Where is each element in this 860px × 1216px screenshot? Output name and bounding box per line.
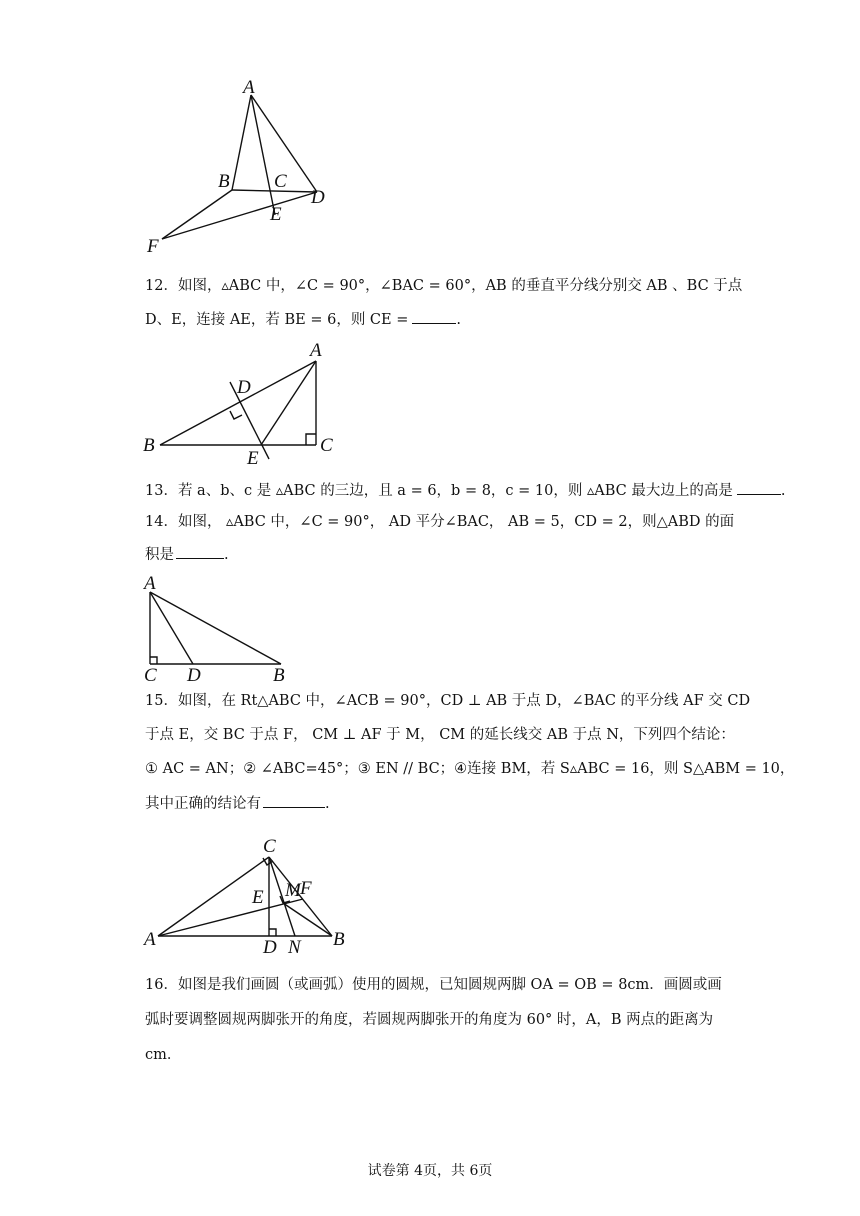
label-D: D <box>263 937 277 954</box>
label-C: C <box>274 171 287 192</box>
question-16 <box>145 975 722 1065</box>
label-B: B <box>273 665 285 684</box>
q16-line1: 16．如图是我们画圆（或画弧）使用的圆规，已知圆规两脚 OA = OB = 8cm．画圆或画 <box>145 977 722 993</box>
q16-line2: 弧时要调整圆规两脚张开的角度，若圆规两脚张开的角度为 60° 时，A，B 两点的距离为 <box>145 1012 714 1028</box>
label-A: A <box>144 929 156 950</box>
label-F: F <box>300 878 312 899</box>
label-E: E <box>247 448 259 469</box>
q15-line4: 其中正确的结论有 <box>145 796 261 812</box>
question-13: 13．若 a、b、c 是 ▵ABC 的三边，且 a = 6，b = 8，c = 10，则 ▵ABC 最大边上的高是 . <box>145 480 715 501</box>
figure-q14 <box>140 572 300 684</box>
label-N: N <box>288 937 301 954</box>
q13-line1: 13．若 a、b、c 是 ▵ABC 的三边，且 a = 6，b = 8，c = 10，则 ▵ABC 最大边上的高是 <box>145 483 733 499</box>
figure-q15 <box>140 832 360 954</box>
label-A: A <box>243 77 255 98</box>
label-D: D <box>311 187 325 208</box>
label-C: C <box>144 665 157 684</box>
answer-blank-14[interactable] <box>176 544 224 559</box>
q14-line2: 积是 <box>145 547 174 563</box>
label-D: D <box>237 377 251 398</box>
label-B: B <box>143 435 155 456</box>
label-M: M <box>285 880 301 901</box>
label-B: B <box>333 929 345 950</box>
q15-line3: ① AC = AN；② ∠ABC=45°；③ EN // BC；④连接 BM，若 S▵ABC = 16，则 S△ABM = 10， <box>145 761 795 777</box>
label-D: D <box>187 665 201 684</box>
question-14: 14．如图， ▵ABC 中，∠C = 90°， AD 平分∠BAC， AB = 5，CD = 2，则△ABD 的面 积是 . <box>145 514 735 563</box>
label-C: C <box>320 435 333 456</box>
answer-blank-15[interactable] <box>263 793 325 808</box>
figure-q12 <box>140 340 340 470</box>
q15-line2: 于点 E，交 BC 于点 F， CM ⊥ AF 于 M， CM 的延长线交 AB 于点 N，下列四个结论： <box>145 727 735 743</box>
q12-line1: 12．如图，▵ABC 中，∠C = 90°，∠BAC = 60°，AB 的垂直平分线分别交 AB 、BC 于点 <box>145 278 743 294</box>
q15-line1: 15．如图，在 Rt△ABC 中，∠ACB = 90°，CD ⊥ AB 于点 D，∠BAC 的平分线 AF 交 CD <box>145 693 751 709</box>
answer-blank-13[interactable] <box>737 480 781 495</box>
label-A: A <box>310 340 322 361</box>
figure-q11 <box>140 75 340 255</box>
q16-line3: cm． <box>145 1047 182 1063</box>
question-15: 15．如图，在 Rt△ABC 中，∠ACB = 90°，CD ⊥ AB 于点 D，∠BAC 的平分线 AF 交 CD 于点 E，交 BC 于点 F， CM ⊥ AF 于 M， CM 的延长线交 AB 于点 N，下列四个结论： ① AC = AN；② ∠ABC=45°；③ EN // BC；④连接 BM，若 S▵ABC = 16，则 S△ABM = 10， 其中正确的结论有 . <box>145 693 795 812</box>
label-E: E <box>270 204 282 225</box>
question-12: 12．如图，▵ABC 中，∠C = 90°，∠BAC = 60°，AB 的垂直平分线分别交 AB 、BC 于点 D、E，连接 AE，若 BE = 6，则 CE = . <box>145 278 743 328</box>
label-B: B <box>218 171 230 192</box>
q12-line2: D、E，连接 AE，若 BE = 6，则 CE = <box>145 312 409 328</box>
q14-line1: 14．如图， ▵ABC 中，∠C = 90°， AD 平分∠BAC， AB = 5，CD = 2，则△ABD 的面 <box>145 514 735 530</box>
label-F: F <box>147 236 159 255</box>
label-E: E <box>252 887 264 908</box>
label-C: C <box>263 836 276 857</box>
page-footer: 试卷第 4页，共 6页 <box>367 1163 493 1179</box>
answer-blank-12[interactable] <box>412 309 456 324</box>
label-A: A <box>144 573 156 594</box>
